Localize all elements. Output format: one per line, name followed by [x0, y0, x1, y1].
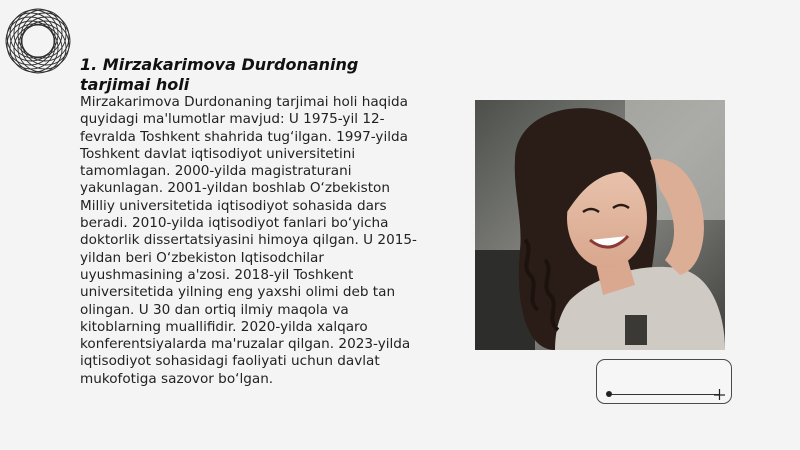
plus-icon: [714, 385, 725, 399]
biography-text: Mirzakarimova Durdonaning tarjimai holi haqida quyidagi ma'lumotlar mavjud: U 1975-yil 12-fevralda Toshkent shahrida tug‘ilgan. 1997-yilda Toshkent davlat iqtisodiyot universitetini tamomlagan. 2000-yilda magistraturani yakunlagan. 2001-yildan boshlab O‘zbekiston Milliy universitetida iqtisodiyot sohasida dars beradi. 2010-yilda iqtisodiyot fanlari bo‘yicha doktorlik dissertatsiyasini himoya qilgan. U 2015-yildan beri O‘zbekiston Iqtisodchilar uyushmasining a'zosi. 2018-yil Toshkent universitetida yilning eng yaxshi olimi deb tan olingan. U 30 dan ortiq ilmiy maqola va kitoblarning muallifidir. 2020-yilda xalqaro konferentsiyalarda ma'ruzalar qilgan. 2023-yilda iqtisodiyot sohasidagi faoliyati uchun davlat mukofotiga sazovor bo‘lgan.: [80, 94, 417, 387]
dot-icon: [606, 391, 612, 397]
page-title: 1. Mirzakarimova Durdonaning tarjimai holi: [80, 55, 359, 94]
circular-line-pattern-logo: [4, 4, 72, 78]
portrait-photo: [475, 100, 725, 350]
timeline-line: [608, 394, 719, 395]
timeline-card: [596, 359, 732, 404]
